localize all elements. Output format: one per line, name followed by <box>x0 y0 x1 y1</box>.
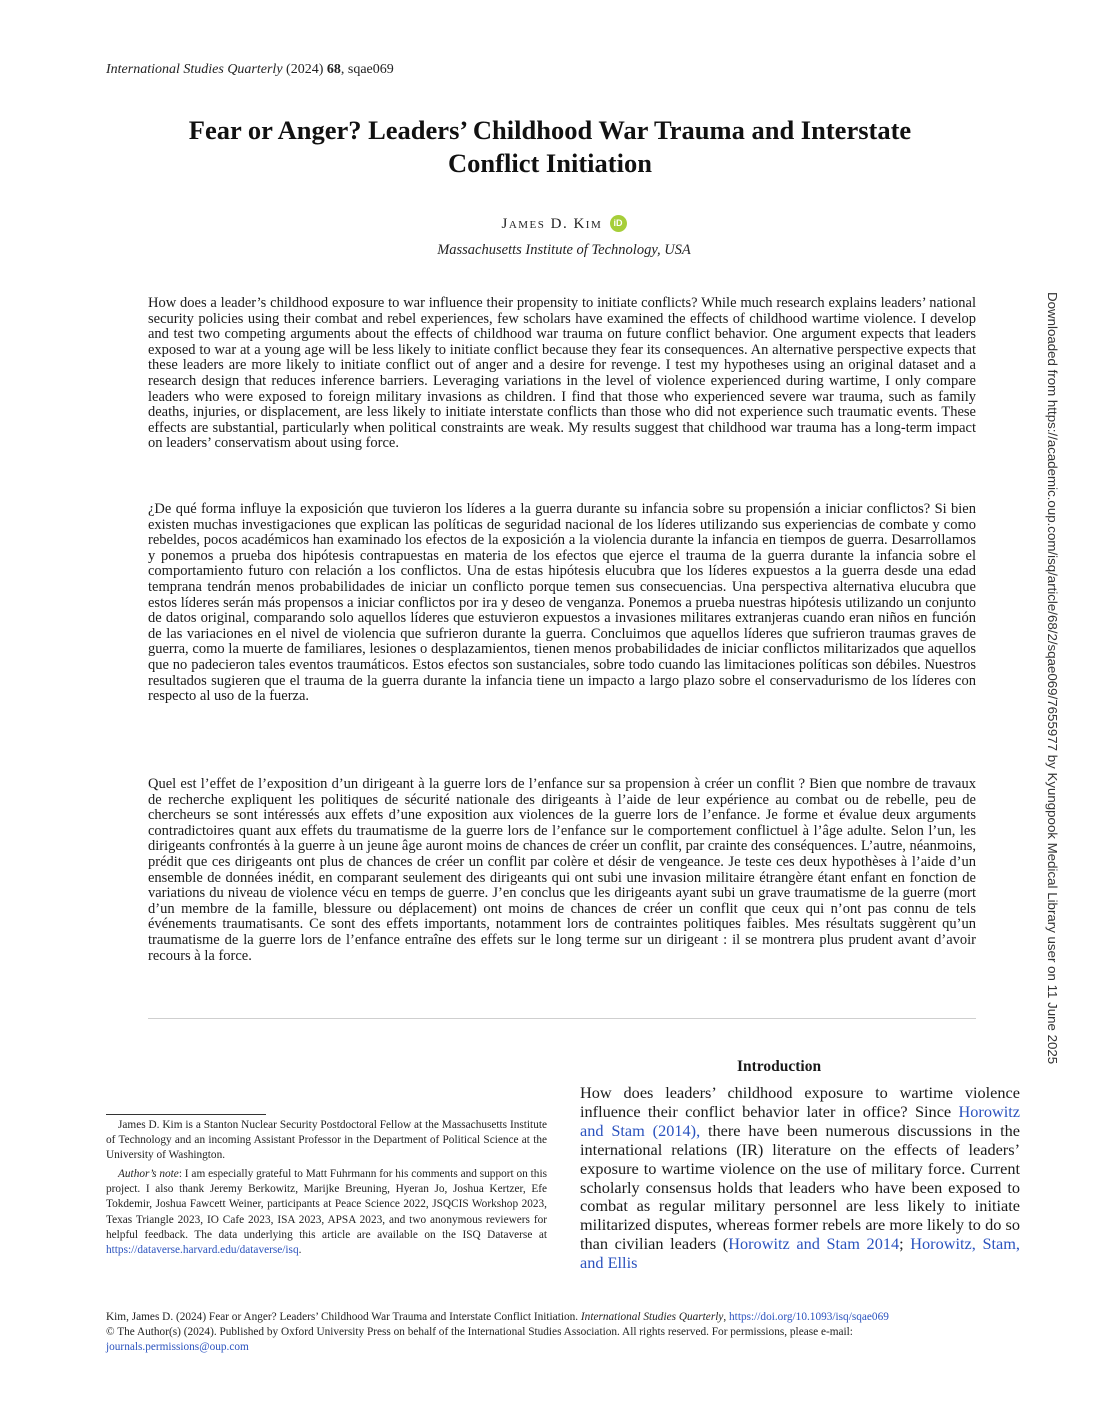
article-title <box>120 114 980 180</box>
footnote-author-bio: James D. Kim is a Stanton Nuclear Security Postdoctoral Fellow at the Massachusetts Institute of Technology and an incoming Assistant Professor in the Department of Political Science at the University of Washington. <box>106 1119 547 1162</box>
journal-year: (2024) <box>286 62 324 77</box>
dataverse-link[interactable]: https://dataverse.harvard.edu/dataverse/isq <box>106 1244 299 1257</box>
author-note-label: Author’s note <box>118 1168 179 1180</box>
author-affiliation: Massachusetts Institute of Technology, USA <box>437 242 691 258</box>
doi-link[interactable]: https://doi.org/10.1093/isq/sqae069 <box>729 1311 889 1323</box>
permissions-email-link[interactable]: journals.permissions@oup.com <box>106 1341 249 1354</box>
abstract-divider <box>148 1018 976 1019</box>
journal-volume: 68 <box>326 62 341 77</box>
citation-text: Kim, James D. (2024) Fear or Anger? Leaders’ Childhood War Trauma and Interstate Conflict Initiation. <box>106 1311 581 1323</box>
title-line-2: Conflict Initiation <box>448 148 652 178</box>
orcid-icon[interactable]: iD <box>610 215 627 232</box>
footnote-author-note <box>106 1167 547 1258</box>
intro-text-a: How does leaders’ childhood exposure to wartime violence influence their conflict behavior later in office? Since <box>580 1083 1020 1121</box>
author-note-end: . <box>298 1244 302 1257</box>
title-line-1: Fear or Anger? Leaders’ Childhood War Trauma and Interstate <box>188 115 912 145</box>
introduction-heading: Introduction <box>736 1058 822 1075</box>
author-line <box>0 215 1100 233</box>
citation-link-horowitz-stam-2014[interactable]: Horowitz and Stam (2014), <box>580 1101 1020 1140</box>
footnote-rule <box>106 1114 266 1115</box>
citation-journal: International Studies Quarterly <box>580 1311 724 1323</box>
download-watermark <box>1045 292 1070 1134</box>
abstract-english: How does a leader’s childhood exposure to war influence their propensity to initiate conflicts? While much research explains leaders’ national security policies using their combat and rebel experiences, few scholars have examined the effects of childhood wartime violence. I develop and test two competing arguments about the effects of childhood war trauma on future conflict behavior. One argument expects that leaders exposed to war at a young age will be less likely to initiate conflict because they fear its consequences. An alternative perspective expects that these leaders are more likely to initiate conflict out of anger and a desire for revenge. I test my hypotheses using an original dataset and a research design that reduces inference barriers. Leveraging variations in the level of violence experienced during wartime, I only compare leaders who were exposed to foreign military invasions as children. I find that those who experienced severe war trauma, such as family deaths, injuries, or displacement, are less likely to initiate interstate conflicts than those who did not experience such traumatic events. These effects are substantial, particularly when political constraints are weak. My results suggest that childhood war trauma has a long-term impact on leaders’ conservatism about using force. <box>148 295 976 452</box>
running-head <box>106 62 394 78</box>
article-id: , sqae069 <box>340 62 394 77</box>
author-name: James D. Kim <box>501 216 603 232</box>
copyright-line: © The Author(s) (2024). Published by Oxford University Press on behalf of the International Studies Association. All rights reserved. For permissions, please e-mail: <box>106 1326 853 1339</box>
journal-name: International Studies Quarterly <box>106 62 283 77</box>
abstract-french: Quel est l’effet de l’exposition d’un dirigeant à la guerre lors de l’enfance sur sa propension à créer un conflit ? Bien que nombre de travaux de recherche expliquent les politiques de sécurité nationale des dirigeants à l’aide de leur expérience au combat ou de rebelle, peu de chercheurs se sont intéressés aux effets d’une exposition aux violences de la guerre lors de l’enfance. Je forme et évalue deux arguments contradictoires quant aux effets du traumatisme de la guerre lors de l’enfance sur le comportement conflictuel à l’âge adulte. Selon l’un, les dirigeants confrontés à la guerre à un jeune âge auront moins de chances de créer un conflit, par crainte des conséquences. L’autre, néanmoins, prédit que ces dirigeants ont plus de chances de créer un conflit par colère et désir de vengeance. Je teste ces deux hypothèses à l’aide d’un ensemble de données inédit, en comparant seulement des dirigeants qui ont subi une invasion militaire étrangère étant enfant en fonction de variations du niveau de violence vécu en temps de guerre. J’en conclus que les dirigeants ayant subi un grave traumatisme de la guerre (mort d’un membre de la famille, blessure ou déplacement) ont moins de chances de créer un conflit que ceux qui n’ont pas connu de tels événements traumatisants. Ce sont des effets importants, notamment lors de contraintes politiques faibles. Mes résultats suggèrent qu’un traumatisme de la guerre lors de l’enfance entraîne des effets sur le long terme sur un dirigeant : il se montrera plus prudent avant d’avoir recours à la force. <box>148 776 976 964</box>
citation-link-horowitz-stam-ellis[interactable]: Horowitz, Stam, and Ellis <box>580 1234 1020 1273</box>
abstract-spanish: ¿De qué forma influye la exposición que tuvieron los líderes a la guerra durante su infancia sobre su propensión a iniciar conflictos? Si bien existen muchas investigaciones que explican las políticas de seguridad nacional de los líderes utilizando sus experiencias de combate y como rebeldes, pocos académicos han examinado los efectos de la exposición a la violencia durante la infancia en tiempos de guerra. Desarrollamos y ponemos a prueba dos hipótesis contrapuestas en materia de los efectos que ejerce el trauma de la guerra durante la infancia sobre el comportamiento futuro con relación a los conflictos. Una de estas hipótesis elucubra que los líderes expuestos a la guerra desde una edad temprana tendrán menos probabilidades de iniciar un conflicto porque temen sus consecuencias. Una perspectiva alternativa elucubra que estos líderes serán más propensos a iniciar conflictos por ira y deseo de venganza. Ponemos a prueba nuestras hipótesis utilizando un conjunto de datos original, comparando solo aquellos líderes que estuvieron expuestos a invasiones militares extranjeras cuando eran niños en función de las variaciones en el nivel de violencia que sufrieron durante la guerra. Concluimos que aquellos líderes que sufrieron traumas graves de guerra, como la muerte de familiares, lesiones o desplazamientos, tienen menos probabilidades de iniciar conflictos militarizados que aquellos que no padecieron tales eventos traumáticos. Estos efectos son sustanciales, sobre todo cuando las limitaciones políticas son débiles. Nuestros resultados sugieren que el trauma de la guerra durante la infancia tiene un impacto a largo plazo sobre el conservadurismo de los líderes con respecto al uso de la fuerza. <box>148 501 976 705</box>
citation-line <box>106 1310 1006 1325</box>
citation-block <box>106 1310 1006 1356</box>
download-watermark-text: Downloaded from https://academic.oup.com/isq/article/68/2/sqae069/7655977 by Kyungpook Medical Library user on 11 June 2025 <box>1045 292 1060 1065</box>
introduction-paragraph <box>580 1084 1020 1273</box>
citation-comma: , <box>723 1311 730 1323</box>
intro-text-b: there have been numerous discussions in the international relations (IR) literature on the effects of leaders’ exposure to wartime violence on the use of military force. Current scholarly consensus holds that leaders who have been exposed to combat as regular military personnel are less likely to initiate militarized disputes, whereas former rebels are more likely to do so than civilian leaders ( <box>580 1120 1020 1254</box>
author-note-text: : I am especially grateful to Matt Fuhrmann for his comments and support on this project. I also thank Jeremy Berkowitz, Marijke Breuning, Hyeran Jo, Joshua Kertzer, Efe Tokdemir, Joshua Fawcett Weiner, participants at Peace Science 2022, JSQCIS Workshop 2023, Texas Triangle 2023, IO Cafe 2023, ISA 2023, APSA 2023, and two anonymous reviewers for helpful feedback. The data underlying this article are available on the ISQ Dataverse at <box>106 1168 547 1241</box>
citation-link-horowitz-stam[interactable]: Horowitz and Stam 2014 <box>728 1234 900 1254</box>
intro-separator: ; <box>899 1234 911 1254</box>
